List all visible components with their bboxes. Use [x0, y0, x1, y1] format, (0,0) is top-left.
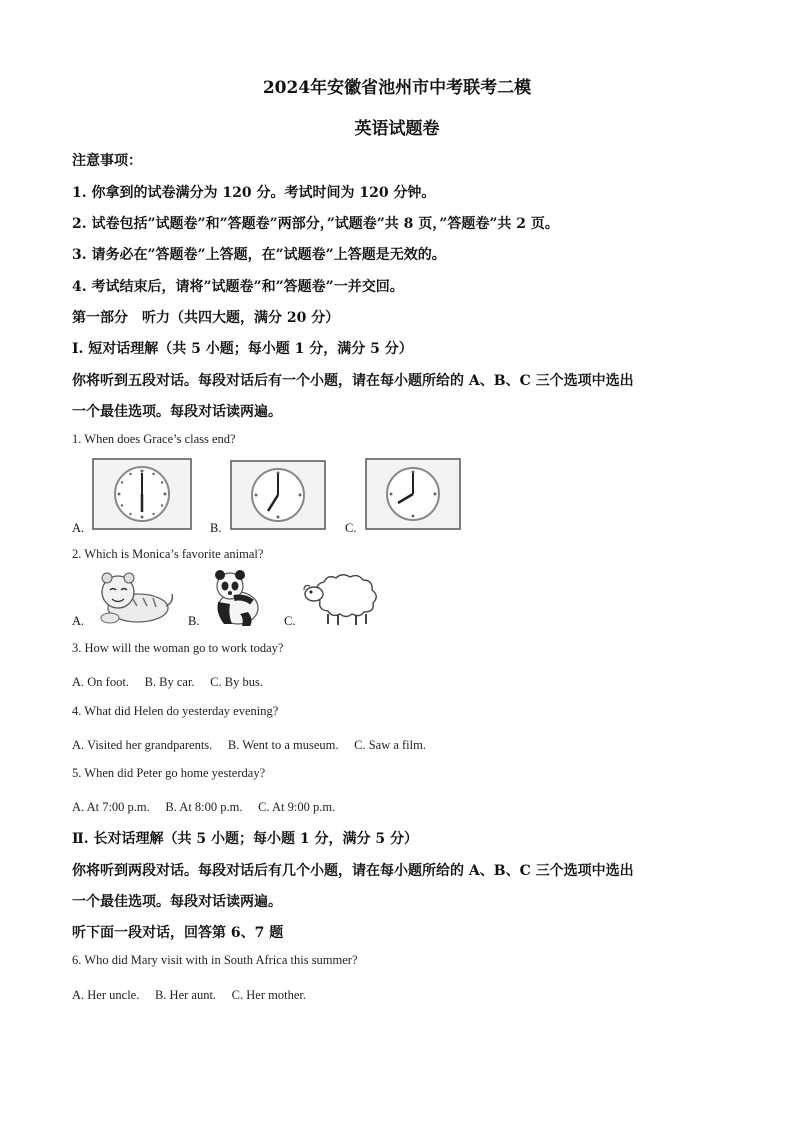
tiger-icon — [88, 568, 174, 628]
panda-icon — [204, 568, 266, 630]
clock-seven-icon — [230, 460, 326, 530]
question-5: 5. When did Peter go home yesterday? — [72, 766, 266, 780]
question-4-options: A. Visited her grandparents. B. Went to a museum. C. Saw a film. — [72, 738, 426, 752]
q1-option-b-label: B. — [210, 521, 222, 535]
section1-instruction-1: 你将听到五段对话。每段对话后有一个小题，请在每小题所给的 A、B、C 三个选项中选出 — [72, 373, 634, 389]
clock-six-icon — [92, 458, 192, 530]
section1-heading: Ⅰ. 短对话理解（共 5 小题；每小题 1 分，满分 5 分） — [72, 341, 413, 357]
question-2: 2. Which is Monica’s favorite animal? — [72, 547, 264, 561]
sheep-icon — [300, 568, 388, 628]
question-3: 3. How will the woman go to work today? — [72, 641, 284, 655]
section2-instruction-2: 一个最佳选项。每段对话读两遍。 — [72, 894, 282, 910]
question-4: 4. What did Helen do yesterday evening? — [72, 704, 279, 718]
question-3-options: A. On foot. B. By car. C. By bus. — [72, 675, 263, 689]
section2-subheading: 听下面一段对话，回答第 6、7 题 — [72, 925, 284, 941]
exam-title: 2024年安徽省池州市中考联考二模 — [262, 78, 532, 98]
q2-option-b-label: B. — [188, 614, 200, 628]
q2-option-a-label: A. — [72, 614, 85, 628]
question-6: 6. Who did Mary visit with in South Africa this summer? — [72, 953, 358, 967]
q1-option-c-label: C. — [345, 521, 357, 535]
clock-eight-icon — [365, 458, 461, 530]
section2-heading: Ⅱ. 长对话理解（共 5 小题；每小题 1 分，满分 5 分） — [72, 831, 419, 847]
section1-instruction-2: 一个最佳选项。每段对话读两遍。 — [72, 404, 282, 420]
question-5-options: A. At 7:00 p.m. B. At 8:00 p.m. C. At 9:00 p.m. — [72, 800, 336, 814]
notice-item-1: 1. 你拿到的试卷满分为 120 分。考试时间为 120 分钟。 — [72, 185, 436, 201]
question-1: 1. When does Grace’s class end? — [72, 432, 236, 446]
notice-item-2: 2. 试卷包括”试题卷”和”答题卷”两部分，”试题卷”共 8 页，”答题卷”共 2 页。 — [72, 216, 559, 232]
exam-subtitle: 英语试题卷 — [354, 119, 440, 139]
q2-option-c-label: C. — [284, 614, 296, 628]
notice-item-3: 3. 请务必在”答题卷”上答题，在”试题卷”上答题是无效的。 — [72, 247, 446, 263]
notice-heading: 注意事项： — [72, 153, 142, 169]
section2-instruction-1: 你将听到两段对话。每段对话后有几个小题，请在每小题所给的 A、B、C 三个选项中选出 — [72, 863, 634, 879]
part1-heading: 第一部分 听力（共四大题，满分 20 分） — [72, 310, 340, 326]
notice-item-4: 4. 考试结束后，请将”试题卷”和”答题卷”一并交回。 — [72, 279, 404, 295]
q1-option-a-label: A. — [72, 521, 85, 535]
question-6-options: A. Her uncle. B. Her aunt. C. Her mother. — [72, 988, 306, 1002]
